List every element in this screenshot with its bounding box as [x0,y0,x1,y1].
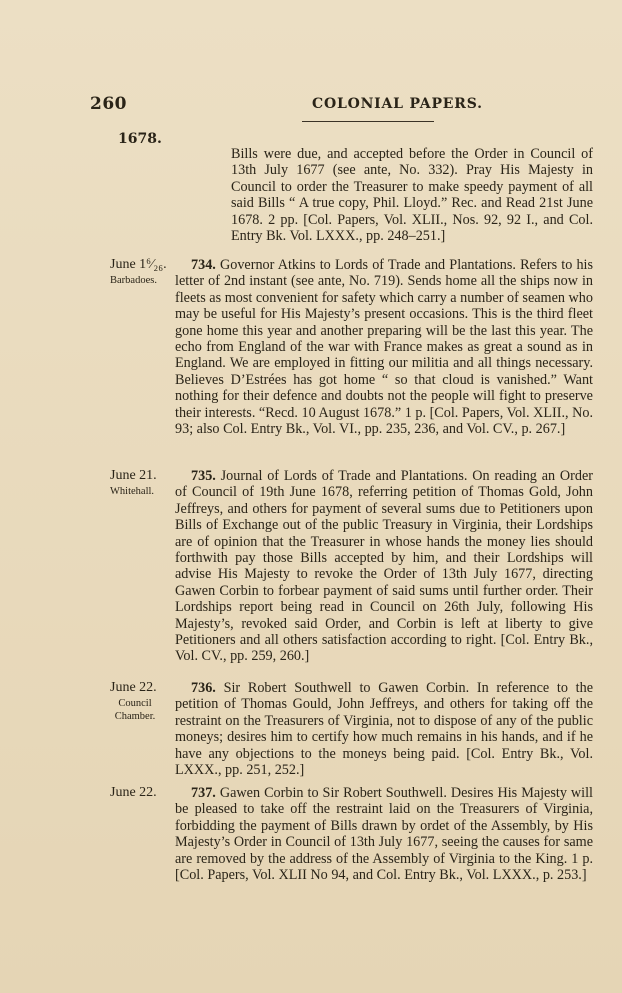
header-rule [302,121,434,122]
entry-734-number: 734. [191,257,216,273]
entry-737 [175,785,593,883]
entry-736-date: June 22. [110,680,157,695]
entry-736-number: 736. [191,680,216,696]
entry-735-text: Journal of Lords of Trade and Plantations. On reading an Order of Council of 19th June 1678, referring petition of Thomas Gold, John Jeffreys, and others for payment of several sums due to Petitioners upon Bills of Exchange out of the public Treasury in Virginia, their Lordships are of opinion that the Treasurer in whose hands the money lies should forthwith pay those Bills accepted by him, and their Lordships will advise His Majesty to revoke the Order of 13th July 1677, directing Gawen Corbin to forbear payment of said sums until further order. Their Lordships report being read in Council on 26th July, following His Majesty’s, revoked said Order, and Corbin is left at liberty to give Petitioners and all others satisfaction according to right. [Col. Entry Bk., Vol. CV., pp. 259, 260.] [175,468,593,665]
entry-736-text: Sir Robert Southwell to Gawen Corbin. In reference to the petition of Thomas Gould, John Jeffreys, and others for taking off the restraint on the Treasurers of Virginia, not to dispose of any of the public moneys; desires him to certify how much remains in his hands, and if he have any objections to the moneys being paid. [Col. Entry Bk., Vol. LXXX., pp. 251, 252.] [175,680,593,779]
entry-737-number: 737. [191,785,216,801]
entry-736-place: Council Chamber. [114,698,156,722]
entry-737-margin [110,785,170,801]
entry-735-place: Whitehall. [110,486,155,497]
entry-735-number: 735. [191,468,216,484]
running-title: COLONIAL PAPERS. [312,96,483,112]
entry-734-place: Barbadoes. [110,275,157,286]
entry-735-date: June 21. [110,468,157,483]
entry-734-date: June 1⁶⁄₂₆. [110,257,167,272]
entry-735 [175,468,593,665]
entry-737-text: Gawen Corbin to Sir Robert Southwell. Desires His Majesty will be pleased to take off the restraint laid on the Treasurers of Virginia, forbidding the payment of Bills drawn by ordet of the Assembly, by His Majesty’s Order in Council of 13th July 1677, seeing the causes for same are removed by the address of the Assembly of Virginia to the King. 1 p. [Col. Papers, Vol. XLII No 94, and Col. Entry Bk., Vol. LXXX., p. 253.] [175,785,594,884]
entry-735-margin [110,468,170,498]
entry-734-margin [110,257,170,287]
entry-734-text: Governor Atkins to Lords of Trade and Plantations. Refers to his letter of 2nd instant (see ante, No. 719). Sends home all the ships now in fleets as most convenient for safety which carry a number of seamen who may be useful for His Majesty’s present occasions. This is the third fleet gone home this year and another preparing will be the last this year. The echo from England of the war with France makes as great a sound as in England. We are employed in fitting our militia and all things necessary. Believes D’Estrées has got home “ so that cloud is vanished.” Want nothing for their defence and doubts not the people will fight to preserve their interests. “Recd. 10 August 1678.” 1 p. [Col. Papers, Vol. XLII., No. 93; also Col. Entry Bk., Vol. VI., pp. 235, 236, and Vol. CV., p. 267.] [175,257,594,438]
entry-736-margin [110,680,170,723]
entry-736 [175,680,593,778]
continuation-paragraph: Bills were due, and accepted before the Order in Council of 13th July 1677 (see ante, No. 332). Pray His Majesty in Council to order the Treasurer to make speedy payment of all said Bills “ A true copy, Phil. Lloyd.” Rec. and Read 21st June 1678. 2 pp. [Col. Papers, Vol. XLII., Nos. 92, 92 I., and Col. Entry Bk. Vol. LXXX., pp. 248–251.] [231,146,593,245]
page-number: 260 [90,94,127,114]
entry-737-date: June 22. [110,785,157,800]
page-header [90,94,570,118]
entry-734 [175,257,593,437]
year-marker: 1678. [118,131,162,147]
